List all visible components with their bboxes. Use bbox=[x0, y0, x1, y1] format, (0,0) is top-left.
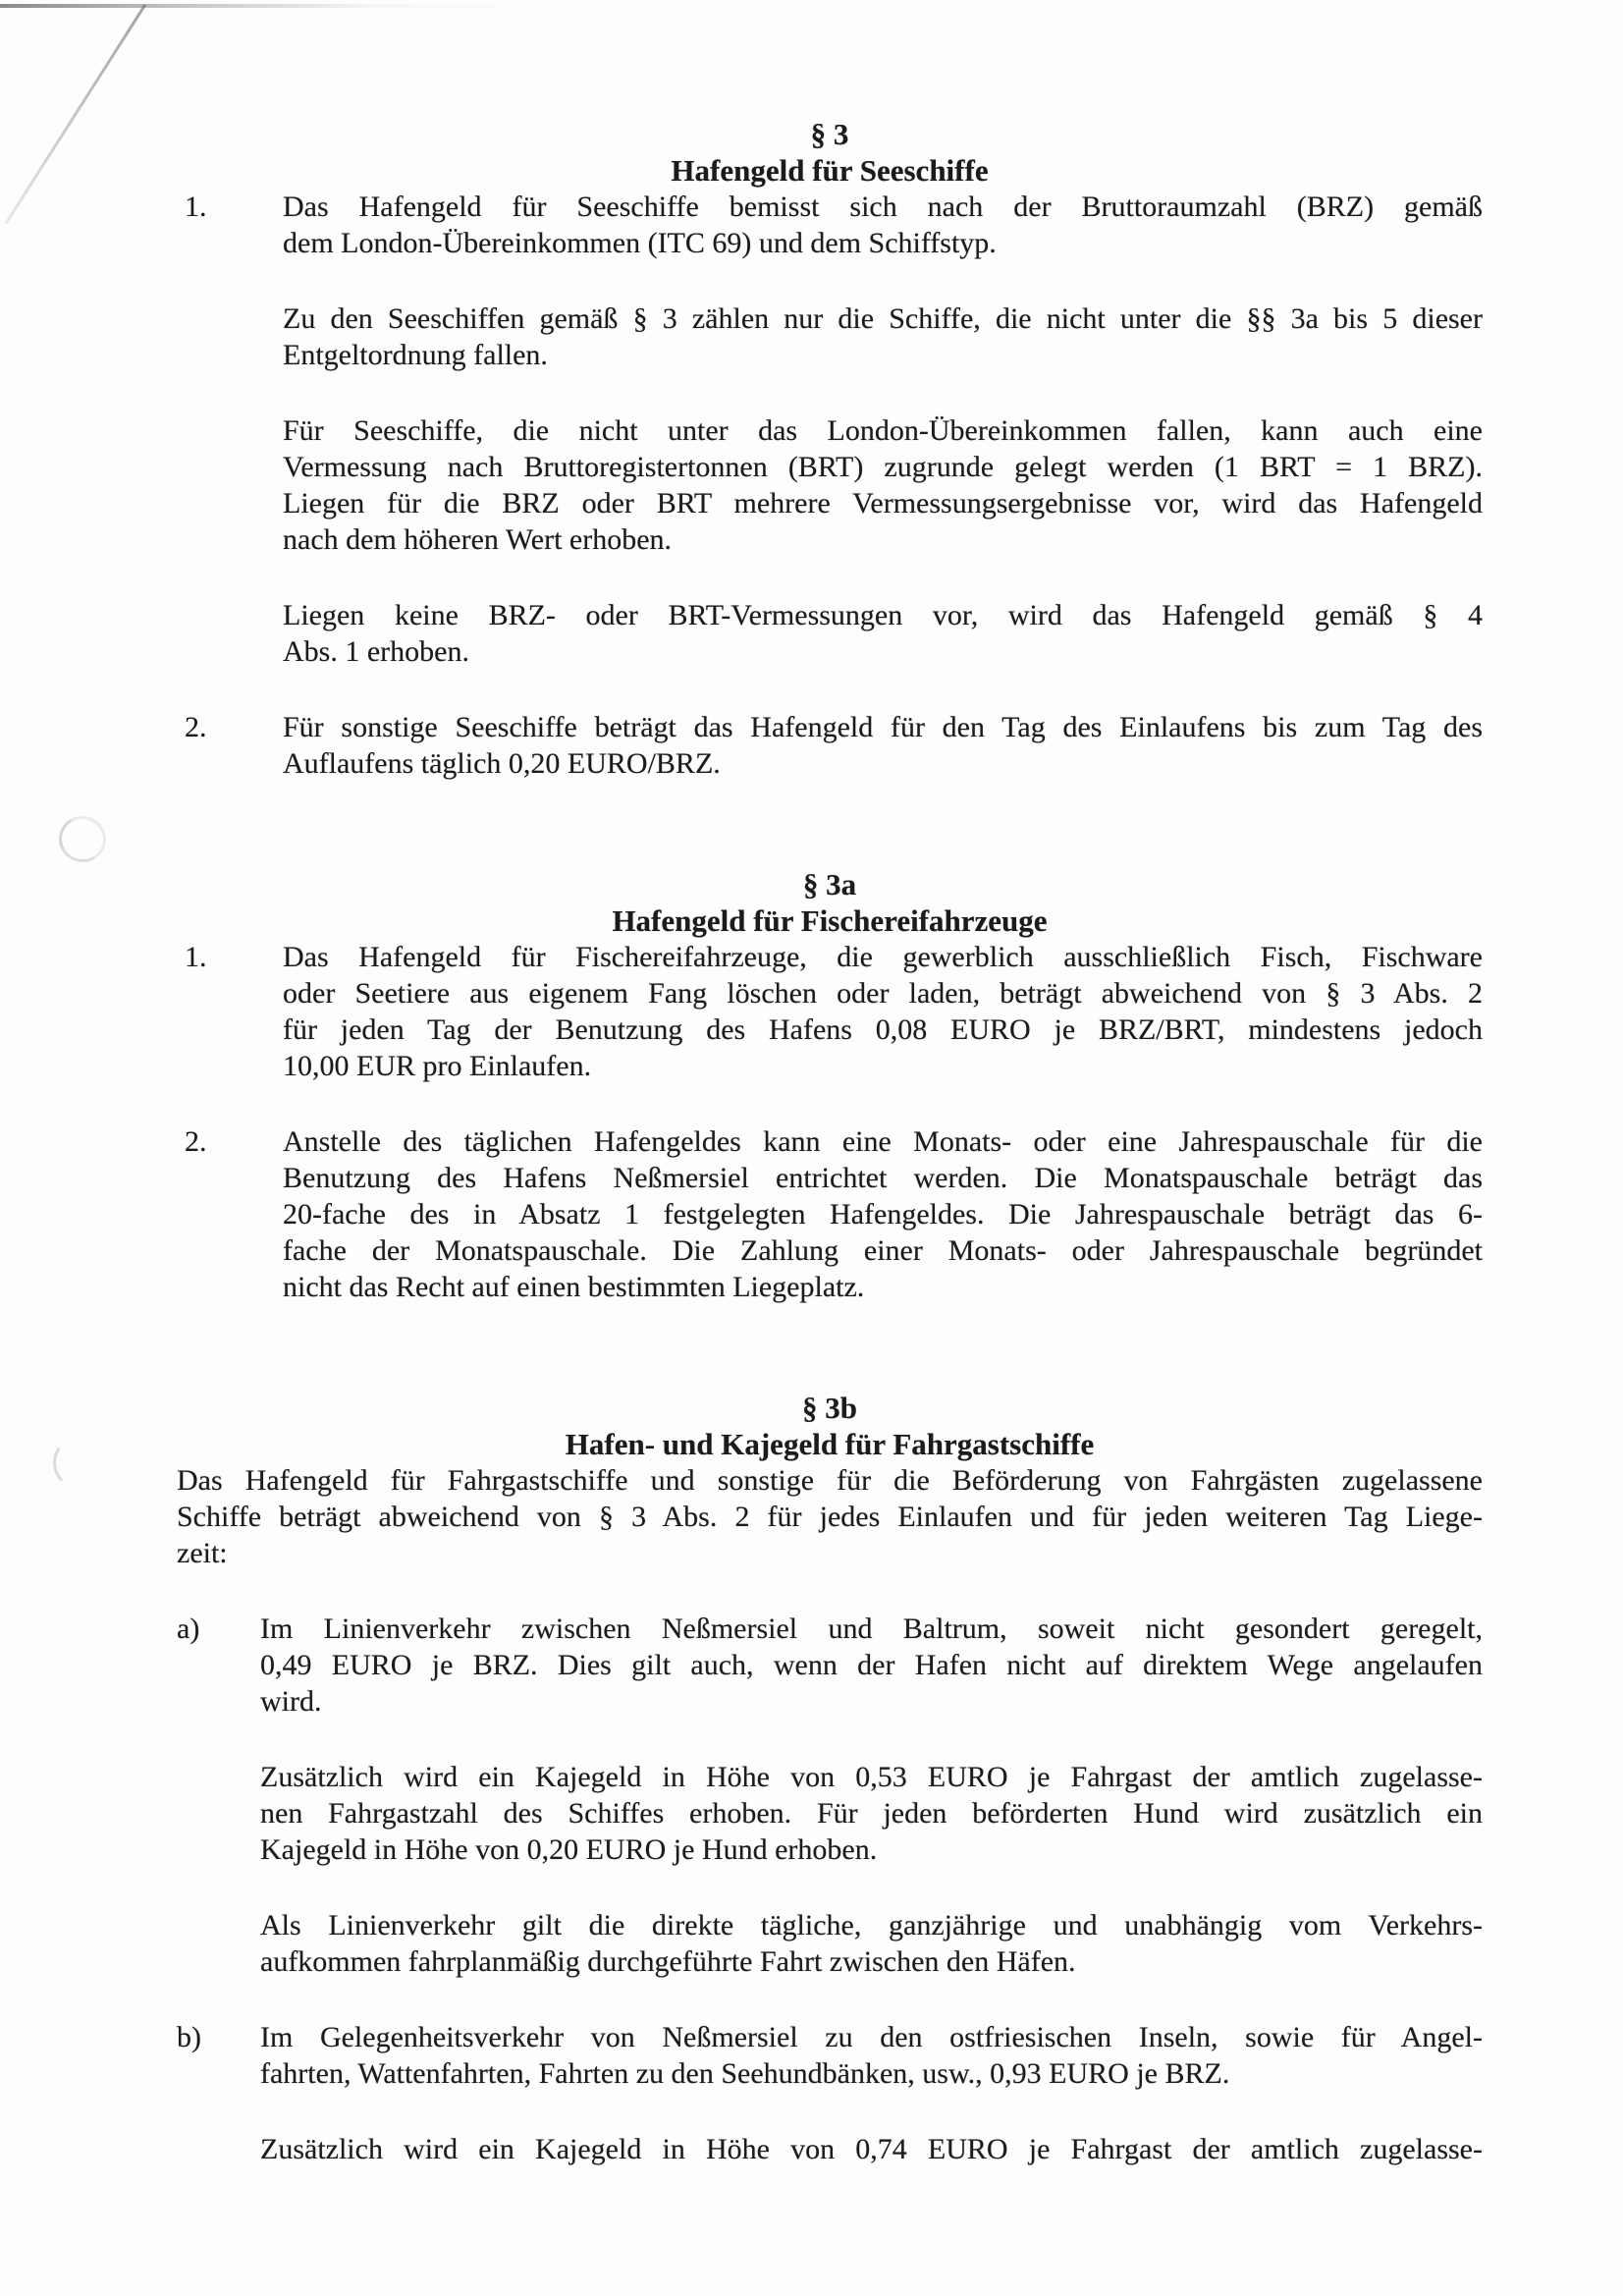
paragraph bbox=[260, 1611, 1483, 1720]
text-line: Zusätzlich wird ein Kajegeld in Höhe von 0,53 EURO je Fahrgast der amtlich zugelasse- bbox=[260, 1761, 1483, 1793]
paragraph bbox=[283, 939, 1483, 1084]
paragraph bbox=[283, 1123, 1483, 1305]
text-line: aufkommen fahrplanmäßig durchgeführte Fahrt zwischen den Häfen. bbox=[260, 1945, 1076, 1978]
text-line: fahrten, Wattenfahrten, Fahrten zu den Seehundbänken, usw., 0,93 EURO je BRZ. bbox=[260, 2057, 1230, 2090]
paragraph bbox=[283, 709, 1483, 782]
item-a bbox=[177, 1611, 1483, 1980]
scan-artifact-ring-mark bbox=[54, 811, 112, 868]
text-line: Zu den Seeschiffen gemäß § 3 zählen nur die Schiffe, die nicht unter die §§ 3a bis 5 dieser bbox=[283, 302, 1483, 335]
text-line: Liegen für die BRZ oder BRT mehrere Vermessungsergebnisse vor, wird das Hafengeld bbox=[283, 487, 1483, 519]
text-line: Vermessung nach Bruttoregistertonnen (BRT) zugrunde gelegt werden (1 BRT = 1 BRZ). bbox=[283, 451, 1483, 483]
item-body bbox=[177, 1611, 1483, 1980]
paragraph bbox=[283, 189, 1483, 261]
paragraph bbox=[283, 597, 1483, 670]
text-line: fache der Monatspauschale. Die Zahlung einer Monats- oder Jahrespauschale begründet bbox=[283, 1234, 1483, 1267]
text-line: 10,00 EUR pro Einlaufen. bbox=[283, 1050, 592, 1082]
scan-artifact-diagonal-line bbox=[5, 4, 146, 224]
text-line: 20-fache des in Absatz 1 festgelegten Hafengeldes. Die Jahrespauschale beträgt das 6- bbox=[283, 1198, 1483, 1230]
item-body bbox=[177, 939, 1483, 1084]
item-1 bbox=[177, 939, 1483, 1084]
paragraph bbox=[283, 412, 1483, 558]
text-line: nicht das Recht auf einen bestimmten Liegeplatz. bbox=[283, 1271, 865, 1303]
text-line: oder Seetiere aus eigenem Fang löschen oder laden, beträgt abweichend von § 3 Abs. 2 bbox=[283, 977, 1483, 1010]
item-marker: 1. bbox=[185, 941, 207, 973]
text-line: zeit: bbox=[177, 1537, 228, 1569]
text-line: Liegen keine BRZ- oder BRT-Vermessungen vor, wird das Hafengeld gemäß § 4 bbox=[283, 599, 1483, 631]
intro-paragraph bbox=[177, 1462, 1483, 1571]
section-3a bbox=[177, 866, 1483, 1344]
section-3-title-heading: Hafengeld für Seeschiffe bbox=[671, 153, 989, 188]
text-line: Das Hafengeld für Fischereifahrzeuge, die gewerblich ausschließlich Fisch, Fischware bbox=[283, 941, 1483, 973]
section-3a-number-heading: § 3a bbox=[802, 867, 857, 902]
item-2 bbox=[177, 1123, 1483, 1305]
text-line: Zusätzlich wird ein Kajegeld in Höhe von 0,74 EURO je Fahrgast der amtlich zugelasse- bbox=[260, 2133, 1483, 2165]
section-3 bbox=[177, 116, 1483, 821]
text-line: wird. bbox=[260, 1685, 322, 1718]
item-marker: b) bbox=[177, 2021, 201, 2053]
section-3b bbox=[177, 1390, 1483, 2207]
text-line: Als Linienverkehr gilt die direkte tägliche, ganzjährige und unabhängig vom Verkehrs- bbox=[260, 1909, 1483, 1941]
scan-artifact-paren-mark bbox=[51, 1438, 96, 1488]
scan-artifact-top-smudge bbox=[0, 4, 530, 8]
section-3b-title-heading: Hafen- und Kajegeld für Fahrgastschiffe bbox=[565, 1427, 1095, 1461]
item-2 bbox=[177, 709, 1483, 782]
item-marker: 1. bbox=[185, 191, 207, 223]
text-line: 0,49 EURO je BRZ. Dies gilt auch, wenn der Hafen nicht auf direktem Wege angelaufen bbox=[260, 1649, 1483, 1681]
item-marker: 2. bbox=[185, 1125, 207, 1158]
text-line: Entgeltordnung fallen. bbox=[283, 339, 548, 371]
text-line: Für Seeschiffe, die nicht unter das London-Übereinkommen fallen, kann auch eine bbox=[283, 414, 1483, 447]
text-line: Auflaufens täglich 0,20 EURO/BRZ. bbox=[283, 747, 721, 780]
text-line: Im Linienverkehr zwischen Neßmersiel und Baltrum, soweit nicht gesondert geregelt, bbox=[260, 1613, 1483, 1645]
section-3a-title-heading: Hafengeld für Fischereifahrzeuge bbox=[612, 903, 1048, 938]
text-line: Abs. 1 erhoben. bbox=[283, 635, 469, 668]
text-line: Kajegeld in Höhe von 0,20 EURO je Hund erhoben. bbox=[260, 1833, 878, 1866]
item-b bbox=[177, 2019, 1483, 2167]
text-line: Anstelle des täglichen Hafengeldes kann eine Monats- oder eine Jahrespauschale für die bbox=[283, 1125, 1483, 1158]
text-line: Im Gelegenheitsverkehr von Neßmersiel zu den ostfriesischen Inseln, sowie für Angel- bbox=[260, 2021, 1483, 2053]
text-line: dem London-Übereinkommen (ITC 69) und dem Schiffstyp. bbox=[283, 227, 997, 259]
section-3b-number-heading: § 3b bbox=[802, 1391, 857, 1425]
item-marker: a) bbox=[177, 1613, 200, 1645]
text-line: nach dem höheren Wert erhoben. bbox=[283, 523, 673, 556]
item-body bbox=[177, 1123, 1483, 1305]
text-line: Benutzung des Hafens Neßmersiel entrichtet werden. Die Monatspauschale beträgt das bbox=[283, 1162, 1483, 1194]
section-3-number-heading: § 3 bbox=[810, 117, 849, 151]
text-line: Das Hafengeld für Fahrgastschiffe und sonstige für die Beförderung von Fahrgästen zugelassene bbox=[177, 1464, 1483, 1497]
item-body bbox=[177, 189, 1483, 670]
text-line: nen Fahrgastzahl des Schiffes erhoben. Für jeden beförderten Hund wird zusätzlich ein bbox=[260, 1797, 1483, 1830]
document-content bbox=[177, 116, 1483, 2207]
text-line: Schiffe beträgt abweichend von § 3 Abs. 2 für jedes Einlaufen und für jeden weiteren Tag Liege- bbox=[177, 1501, 1483, 1533]
paragraph bbox=[283, 301, 1483, 373]
item-marker: 2. bbox=[185, 711, 207, 743]
item-body bbox=[177, 2019, 1483, 2167]
text-line: Für sonstige Seeschiffe beträgt das Hafengeld für den Tag des Einlaufens bis zum Tag des bbox=[283, 711, 1483, 743]
paragraph bbox=[260, 1759, 1483, 1868]
item-1 bbox=[177, 189, 1483, 670]
paragraph bbox=[260, 2019, 1483, 2092]
paragraph bbox=[260, 2131, 1483, 2167]
text-line: für jeden Tag der Benutzung des Hafens 0,08 EURO je BRZ/BRT, mindestens jedoch bbox=[283, 1013, 1483, 1046]
item-body bbox=[177, 709, 1483, 782]
paragraph bbox=[260, 1907, 1483, 1980]
text-line: Das Hafengeld für Seeschiffe bemisst sich nach der Bruttoraumzahl (BRZ) gemäß bbox=[283, 191, 1483, 223]
